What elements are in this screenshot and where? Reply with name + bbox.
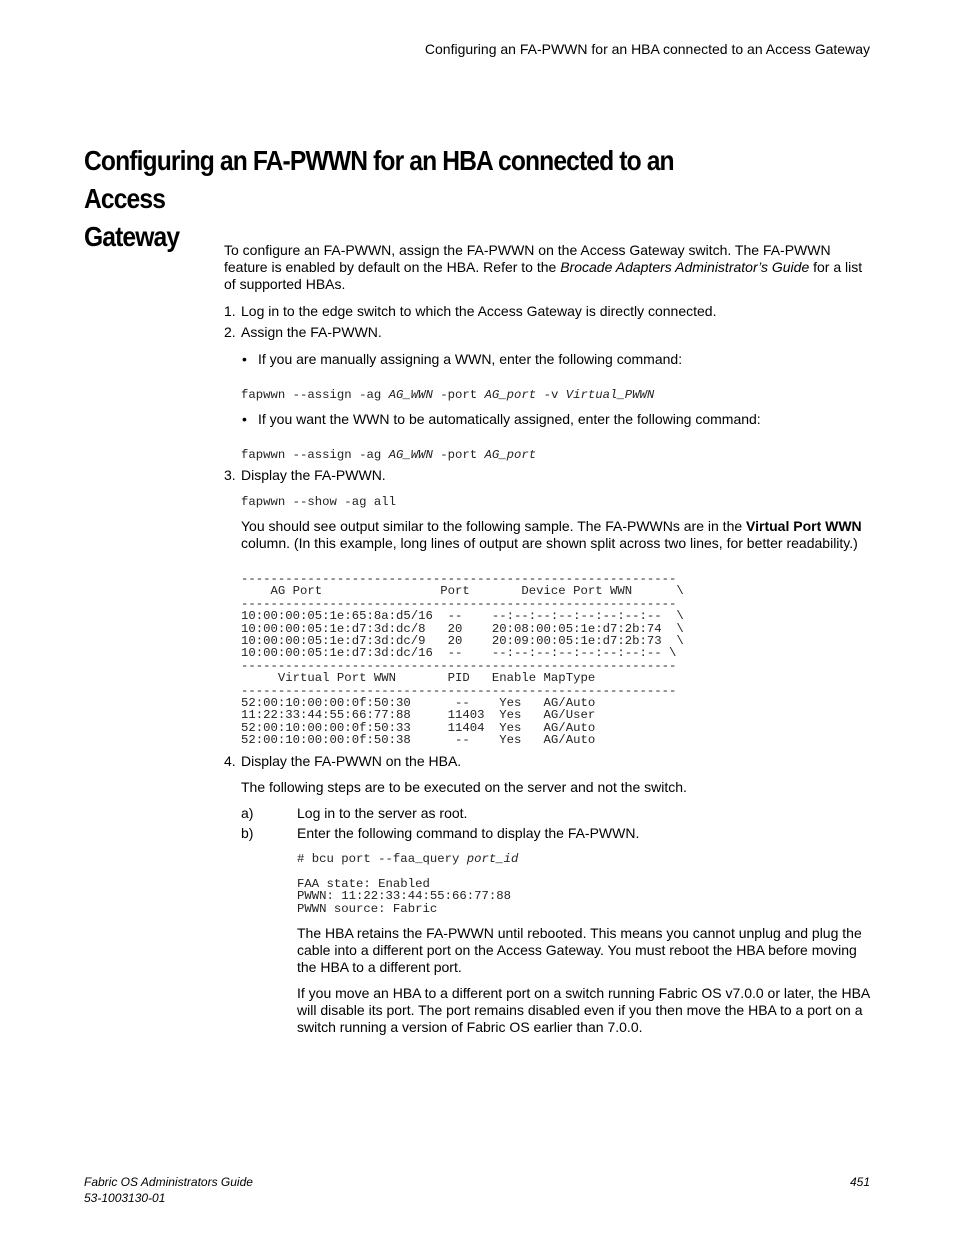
step-3-text: Display the FA-PWWN. (241, 467, 386, 483)
output-note (241, 518, 871, 552)
cmd-text: fapwwn --assign -ag (241, 388, 389, 402)
page-title-line-1: Configuring an FA-PWWN for an HBA connected to an Access (84, 145, 674, 214)
command-assign-manual (241, 389, 654, 401)
running-header: Configuring an FA-PWWN for an HBA connected to an Access Gateway (424, 41, 870, 57)
cmd-text: -v (536, 388, 566, 402)
step-4-note: The following steps are to be executed on the server and not the switch. (241, 779, 687, 795)
column-name-highlight: Virtual Port WWN (746, 518, 862, 534)
footer-doc-id: 53-1003130-01 (84, 1191, 166, 1205)
bcu-output-block: FAA state: Enabled PWWN: 11:22:33:44:55:66:77:88 PWWN source: Fabric (297, 877, 512, 916)
intro-guide-title: Brocade Adapters Administrator’s Guide (560, 259, 810, 275)
page-title (84, 142, 753, 256)
cmd-text: -port (432, 448, 485, 462)
paragraph-hba-retains: The HBA retains the FA-PWWN until rebooted. This means you cannot unplug and plug the cable into a different port on the Access Gateway. You must reboot the HBA before moving the HBA to a different port. (297, 925, 862, 975)
cmd-arg-port-id: port_id (466, 852, 519, 866)
substep-b-label: b) (241, 825, 254, 841)
cmd-text: fapwwn --assign -ag (241, 448, 389, 462)
step-3-number: 3. (224, 467, 236, 483)
step-2-text: Assign the FA-PWWN. (241, 324, 382, 340)
step-2-number: 2. (224, 324, 236, 340)
command-show: fapwwn --show -ag all (241, 495, 396, 509)
step-1-text: Log in to the edge switch to which the Access Gateway is directly connected. (241, 303, 717, 319)
cmd-arg-virtual-pwwn: Virtual_PWWN (565, 388, 655, 402)
page-title-line-2: Gateway (84, 221, 180, 252)
paragraph-hba-move: If you move an HBA to a different port on a switch running Fabric OS v7.0.0 or later, the HBA will disable its port. The port remains disabled even if you then move the HBA to a port on a switch running a version of Fabric OS earlier than 7.0.0. (297, 985, 870, 1035)
command-assign-auto (241, 449, 536, 461)
substep-a-text: Log in to the server as root. (297, 805, 468, 821)
substep-b-text: Enter the following command to display the FA-PWWN. (297, 825, 640, 841)
cmd-text: # bcu port --faa_query (297, 852, 467, 866)
intro-text-2: for a list of supported HBAs. (224, 259, 863, 292)
step-1-number: 1. (224, 303, 236, 319)
intro-paragraph (224, 242, 870, 293)
cmd-arg-ag-wwn: AG_WWN (388, 388, 433, 402)
output-note-text-1: You should see output similar to the following sample. The FA-PWWNs are in the (241, 518, 747, 534)
step-4-text: Display the FA-PWWN on the HBA. (241, 753, 462, 769)
command-bcu-query (297, 853, 518, 865)
footer-guide-title: Fabric OS Administrators Guide (84, 1175, 253, 1189)
output-note-text-2: column. (In this example, long lines of output are shown split across two lines, for better readability.) (241, 535, 858, 551)
footer-page-number: 451 (849, 1175, 870, 1189)
bullet-mark: • (242, 351, 247, 367)
cmd-arg-ag-port: AG_port (484, 388, 537, 402)
cmd-arg-ag-wwn: AG_WWN (388, 448, 433, 462)
cmd-text: -port (432, 388, 485, 402)
intro-text-1: To configure an FA-PWWN, assign the FA-PWWN on the Access Gateway switch. The FA-PWWN feature is enabled by default on the HBA. Refer to the (224, 242, 831, 275)
step-4-number: 4. (224, 753, 236, 769)
substep-a-label: a) (241, 805, 254, 821)
bullet-2-text: If you want the WWN to be automatically assigned, enter the following command: (258, 411, 761, 427)
bullet-1-text: If you are manually assigning a WWN, enter the following command: (258, 351, 683, 367)
cmd-arg-ag-port: AG_port (484, 448, 537, 462)
bullet-mark: • (242, 411, 247, 427)
sample-output-block: ----------------------------------------------------------- AG Port Port Device Port WWN \ ----------------------------------------------------------- 10:00:00:05:1e:65:8a:d5/16 -- --:--:--:--:--:--:--:-- \ 10:00:00:05:1e:d7:3d:dc/8 20 20:08:00:05:1e:d7:2b:74 \ 10:00:00:05:1e:d7:3d:dc/9 20 20:09:00:05:1e:d7:2b:73 \ 10:00:00:05:1e:d7:3d:dc/16 -- --:--:--:--:--:--:--:-- \ ----------------------------------------------------------- Virtual Port WWN PID Enable MapType ----------------------------------------------------------- 52:00:10:00:00:0f:50:30 -- Yes AG/Auto 11:22:33:44:55:66:77:88 11403 Yes AG/User 52:00:10:00:00:0f:50:33 11404 Yes AG/Auto 52:00:10:00:00:0f:50:38 -- Yes AG/Auto (241, 572, 684, 748)
